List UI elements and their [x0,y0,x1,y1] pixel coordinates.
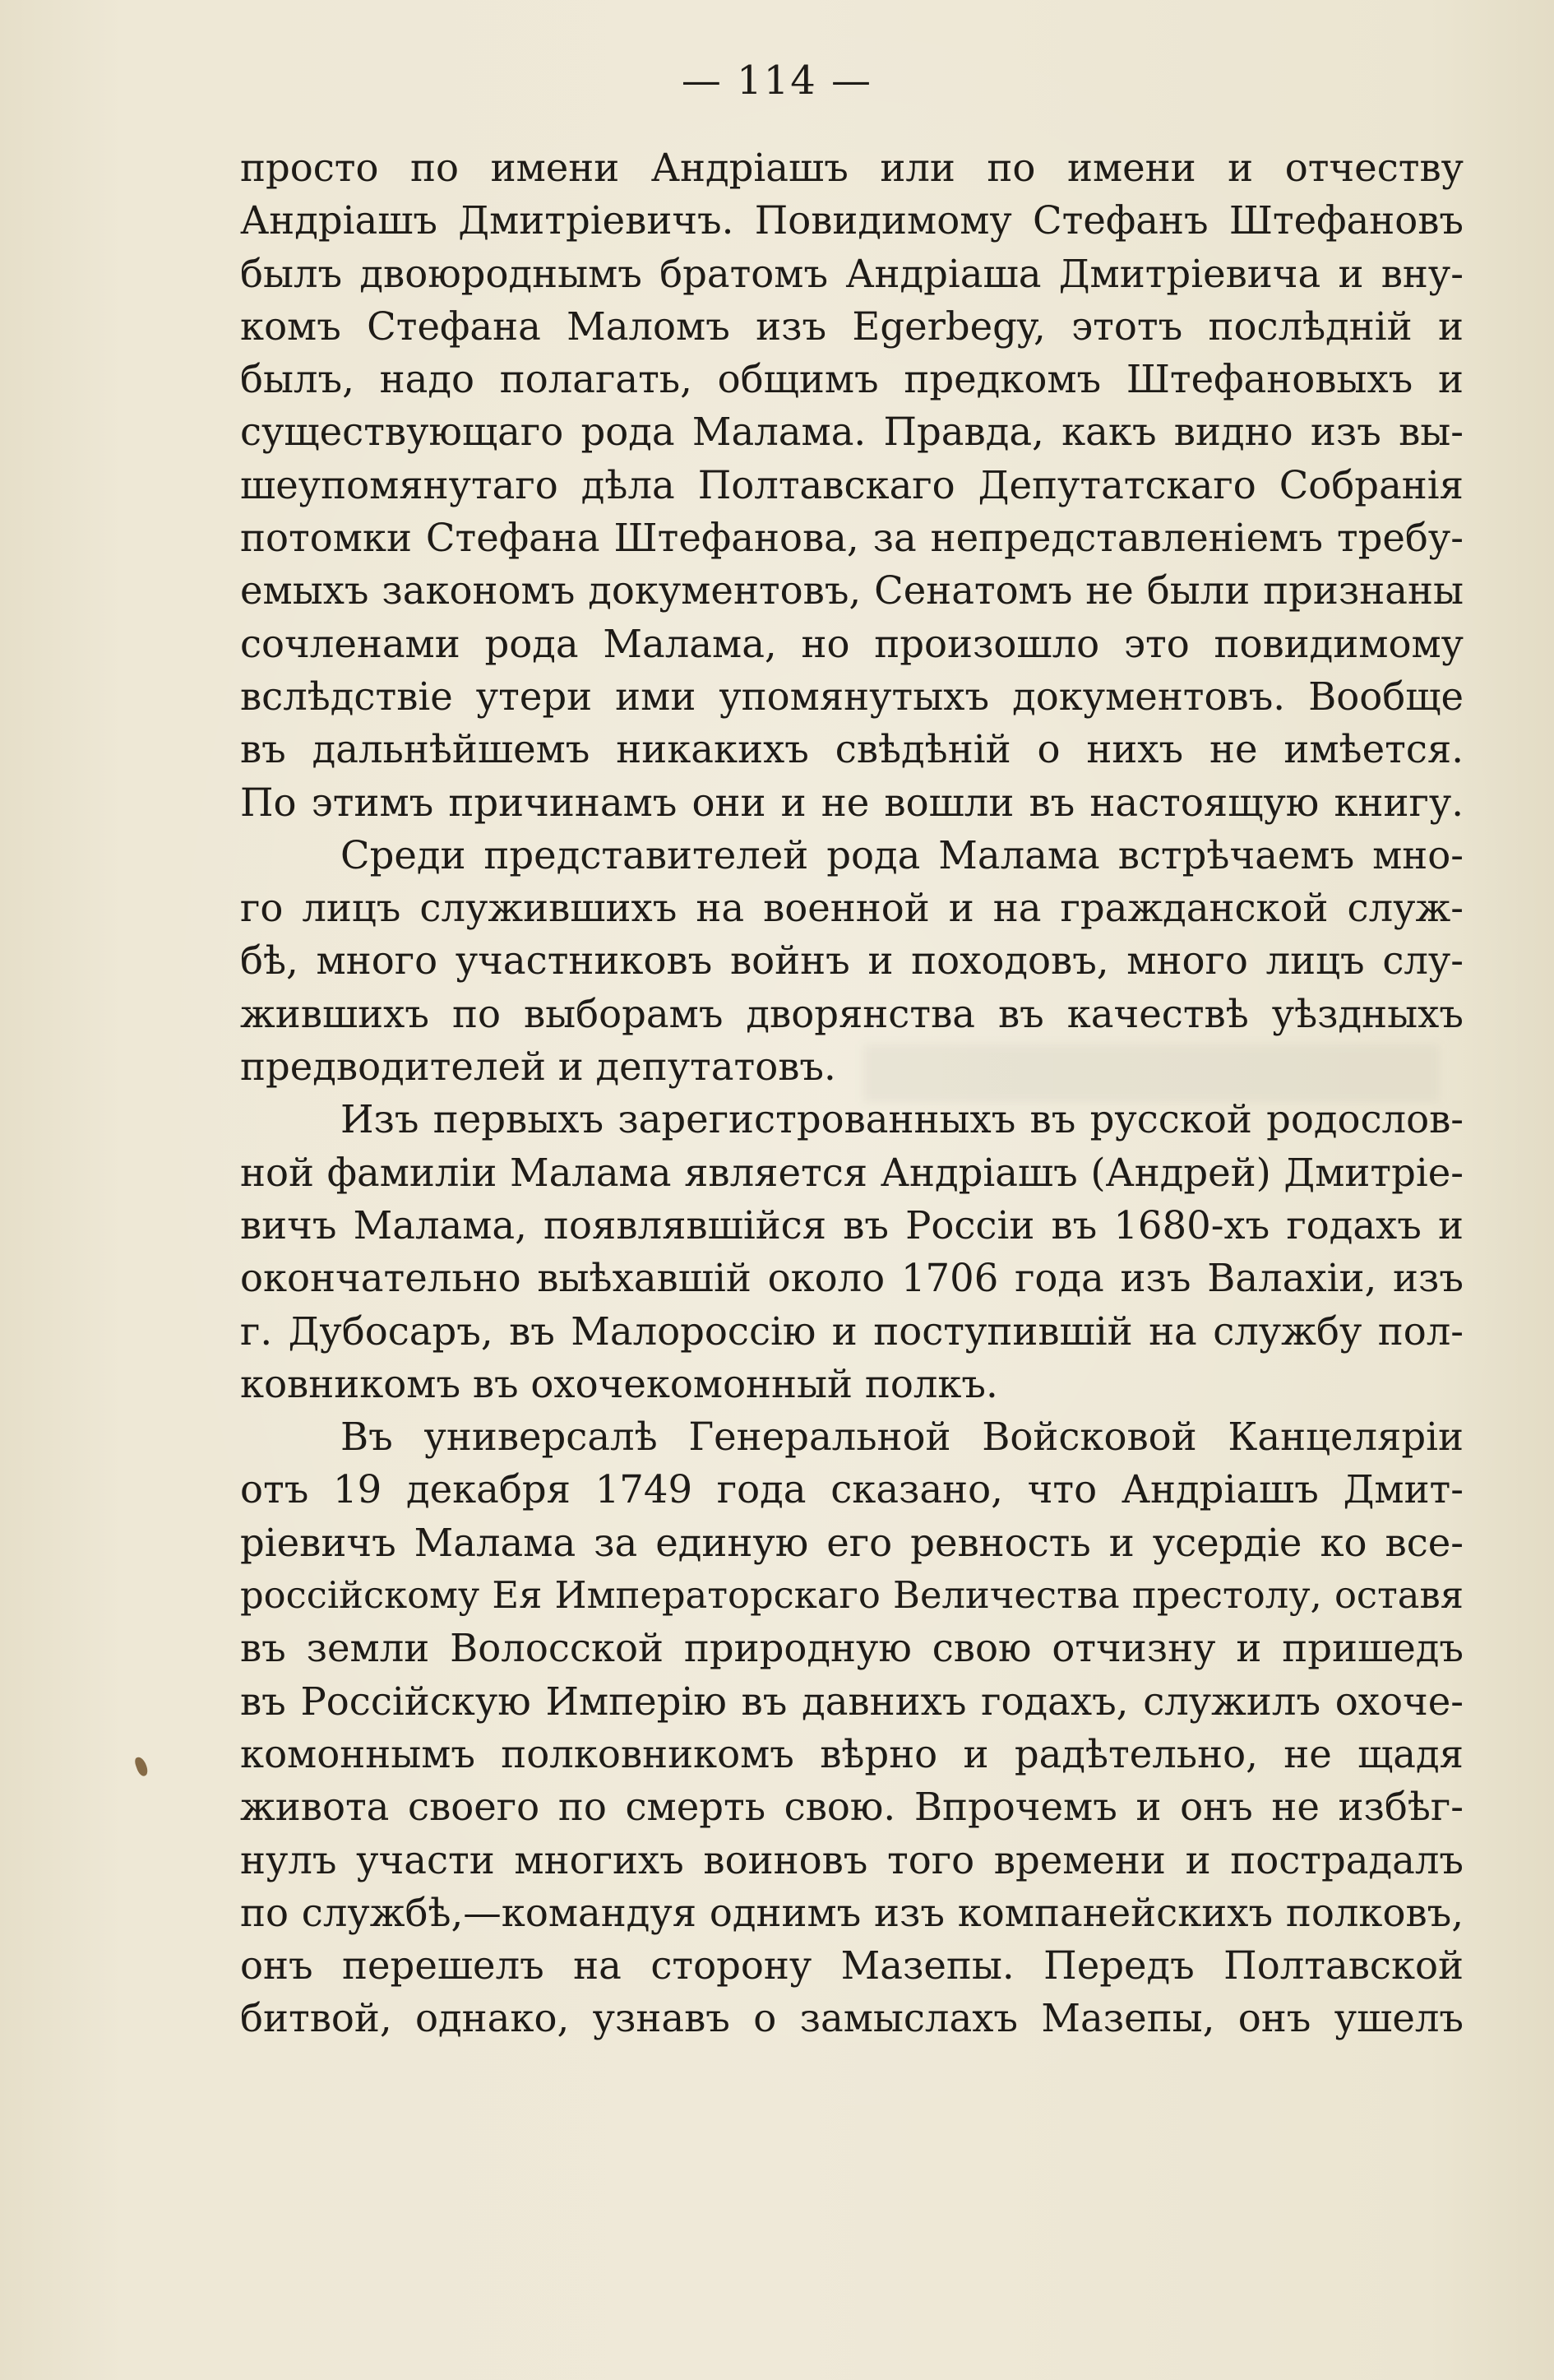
page-number: — 114 — [681,58,873,104]
text-line: просто по имени Андріашъ или по имени и отчеству [240,146,1464,190]
text-line: емыхъ закономъ документовъ, Сенатомъ не были признаны [240,568,1464,614]
text-line: По этимъ причинамъ они и не вошли въ настоящую книгу. [240,780,1464,825]
text-line: Изъ первыхъ зарегистрованныхъ въ русской родослов- [340,1097,1464,1142]
text-line: вслѣдствіе утери ими упомянутыхъ документовъ. Вообще [240,674,1464,719]
paragraph-4 [240,1410,1464,2045]
text-line: живота своего по смерть свою. Впрочемъ и онъ не избѣг- [240,1785,1464,1830]
text-line: вичъ Малама, появлявшійся въ Россіи въ 1680-хъ годахъ и [240,1202,1464,1248]
text-line: существующаго рода Малама. Правда, какъ видно изъ вы- [240,410,1464,455]
body-text [240,141,1464,2045]
text-line: комоннымъ полковникомъ вѣрно и радѣтельно, не щадя [240,1731,1464,1776]
paragraph-2 [240,829,1464,1093]
text-line: ной фамиліи Малама является Андріашъ (Андрей) Дмитріе- [240,1150,1464,1195]
text-line: россійскому Ея Императорскаго Величества престолу, оставя [240,1573,1464,1618]
text-line: Андріашъ Дмитріевичъ. Повидимому Стефанъ Штефановъ [240,198,1464,243]
text-line: въ Россійскую Имперію въ давнихъ годахъ, служилъ охоче- [240,1679,1464,1724]
text-line: бѣ, много участниковъ войнъ и походовъ, много лицъ слу- [240,938,1464,984]
text-line: былъ двоюроднымъ братомъ Андріаша Дмитріевича и вну- [240,251,1464,296]
paper-speck [133,1756,149,1778]
text-line: предводителей и депутатовъ. [240,1044,836,1090]
text-line: ковникомъ въ охочекомонный полкъ. [240,1361,998,1406]
text-line: въ дальнѣйшемъ никакихъ свѣдѣній о нихъ не имѣется. [240,727,1464,772]
paragraph-3 [240,1093,1464,1410]
text-line: жившихъ по выборамъ дворянства въ качествѣ уѣздныхъ [240,991,1464,1036]
text-line: битвой, однако, узнавъ о замыслахъ Мазепы, онъ ушелъ [240,1996,1464,2041]
text-line: по службѣ,—командуя однимъ изъ компанейскихъ полковъ, [240,1890,1464,1935]
text-line: потомки Стефана Штефанова, за непредставленіемъ требу- [240,516,1464,561]
text-line: Въ универсалѣ Генеральной Войсковой Канцеляріи [340,1415,1464,1460]
text-line: нулъ участи многихъ воиновъ того времени и пострадалъ [240,1837,1464,1882]
text-line: онъ перешелъ на сторону Мазепы. Передъ Полтавской [240,1943,1464,1989]
text-line: былъ, надо полагать, общимъ предкомъ Штефановыхъ и [240,357,1464,402]
text-line: отъ 19 декабря 1749 года сказано, что Андріашъ Дмит- [240,1467,1464,1512]
text-line: въ земли Волосской природную свою отчизну и пришедъ [240,1626,1464,1671]
text-line: Среди представителей рода Малама встрѣчаемъ мно- [340,832,1464,877]
text-line: окончательно выѣхавшій около 1706 года изъ Валахіи, изъ [240,1256,1464,1301]
text-line: шеупомянутаго дѣла Полтавскаго Депутатскаго Собранія [240,462,1464,507]
paragraph-1 [240,141,1464,829]
text-line: ріевичъ Малама за единую его ревность и усердіе ко все- [240,1520,1464,1565]
text-line: сочленами рода Малама, но произошло это повидимому [240,621,1464,666]
text-line: комъ Стефана Маломъ изъ Egerbegy, этотъ послѣдній и [240,303,1464,349]
text-line: г. Дубосаръ, въ Малороссію и поступившій на службу пол- [240,1308,1464,1354]
text-line: го лицъ служившихъ на военной и на гражданской служ- [240,886,1464,931]
